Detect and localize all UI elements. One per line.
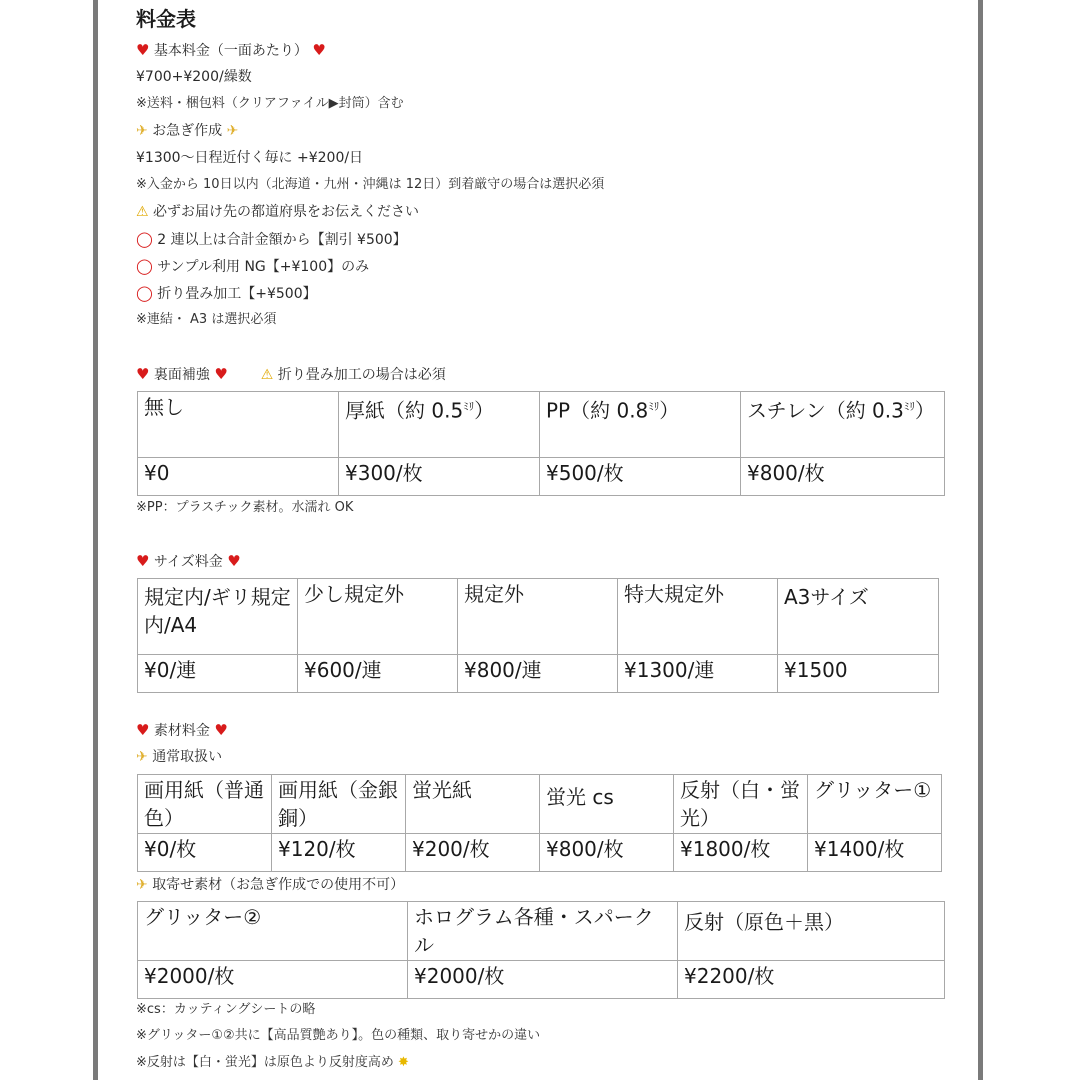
warning-icon: ⚠ bbox=[136, 204, 149, 220]
heart-icon: ♥ bbox=[136, 721, 150, 739]
table-row bbox=[138, 775, 942, 834]
option-item bbox=[136, 229, 407, 250]
backing-warning-text: 折り畳み加工の場合は必須 bbox=[277, 367, 446, 383]
regular-material-table bbox=[137, 774, 942, 872]
table-row bbox=[138, 902, 945, 961]
table-cell: ¥600/連 bbox=[298, 655, 458, 693]
regular-label bbox=[136, 747, 222, 767]
material-note: ※cs：カッティングシートの略 bbox=[136, 1002, 316, 1017]
table-cell: ¥800/連 bbox=[458, 655, 618, 693]
heart-icon: ♥ bbox=[227, 552, 241, 570]
table-row bbox=[138, 961, 945, 999]
rush-heading bbox=[136, 121, 238, 141]
table-header-cell: PP（約 $0.8^{ﾐﾘ}$） bbox=[540, 392, 741, 458]
basic-heading bbox=[136, 40, 326, 61]
regular-label-text: 通常取扱い bbox=[152, 749, 223, 765]
size-heading-text: サイズ料金 bbox=[153, 554, 223, 570]
material-note-text: ※反射は【白・蛍光】は原色より反射度高め bbox=[136, 1055, 394, 1070]
table-cell: ¥2200/枚 bbox=[678, 961, 945, 999]
table-header-cell: 厚紙（約 $0.5^{ﾐﾘ}$） bbox=[339, 392, 540, 458]
heart-icon: ♥ bbox=[214, 721, 228, 739]
warning-icon: ⚠ bbox=[260, 367, 274, 383]
table-header-cell: 規定外 bbox=[458, 579, 618, 655]
table-header-cell: 無し bbox=[138, 392, 339, 458]
basic-price: ¥700+¥200/繰数 bbox=[136, 69, 252, 85]
table-cell: ¥200/枚 bbox=[406, 834, 540, 872]
rush-warning-text: 必ずお届け先の都道府県をお伝えください bbox=[153, 204, 420, 220]
table-header-cell: スチレン（約 $0.3^{ﾐﾘ}$） bbox=[741, 392, 945, 458]
option-item bbox=[136, 256, 369, 277]
table-cell: ¥800/枚 bbox=[741, 458, 945, 496]
backing-table bbox=[137, 391, 945, 496]
table-header-cell: 蛍光 cs bbox=[540, 775, 674, 834]
table-cell: ¥1400/枚 bbox=[808, 834, 942, 872]
table-cell: ¥1800/枚 bbox=[674, 834, 808, 872]
heart-icon: ♥ bbox=[214, 365, 228, 383]
paper-plane-icon: ✈ bbox=[136, 749, 148, 765]
table-header-cell: 画用紙（金銀銅） bbox=[272, 775, 406, 834]
material-note bbox=[136, 1053, 409, 1073]
table-cell: ¥0/連 bbox=[138, 655, 298, 693]
table-row bbox=[138, 458, 945, 496]
table-header-cell: ホログラム各種・スパークル bbox=[408, 902, 678, 961]
table-cell: ¥120/枚 bbox=[272, 834, 406, 872]
option-text: サンプル利用 NG【+¥100】のみ bbox=[157, 259, 370, 275]
table-cell: ¥2000/枚 bbox=[138, 961, 408, 999]
table-header-cell: 反射（白・蛍光） bbox=[674, 775, 808, 834]
table-header-cell: 少し規定外 bbox=[298, 579, 458, 655]
rush-price: ¥1300～日程近付く毎に +¥200/日 bbox=[136, 150, 364, 166]
backing-heading bbox=[136, 364, 446, 385]
table-header-cell: グリッター② bbox=[138, 902, 408, 961]
order-label-text: 取寄せ素材（お急ぎ作成での使用不可） bbox=[152, 877, 405, 893]
heart-icon: ♥ bbox=[136, 552, 150, 570]
table-header-cell: 規定内/ギリ規定内/A4 bbox=[138, 579, 298, 655]
table-cell: ¥2000/枚 bbox=[408, 961, 678, 999]
circle-icon: ◯ bbox=[136, 257, 153, 275]
option-text: 折り畳み加工【+¥500】 bbox=[157, 286, 317, 302]
table-row bbox=[138, 579, 939, 655]
table-header-cell: 反射（原色＋黒） bbox=[678, 902, 945, 961]
order-material-table bbox=[137, 901, 945, 999]
heart-icon: ♥ bbox=[136, 41, 150, 59]
material-heading bbox=[136, 720, 228, 741]
backing-heading-text: 裏面補強 bbox=[153, 367, 210, 383]
table-row bbox=[138, 655, 939, 693]
table-header-cell: 画用紙（普通色） bbox=[138, 775, 272, 834]
option-text: 2 連以上は合計金額から【割引 ¥500】 bbox=[157, 232, 407, 248]
rush-warning bbox=[136, 202, 419, 222]
basic-note: ※送料・梱包料（クリアファイル▶封筒）含む bbox=[136, 96, 404, 111]
heart-icon: ♥ bbox=[312, 41, 326, 59]
heart-icon: ♥ bbox=[136, 365, 150, 383]
circle-icon: ◯ bbox=[136, 284, 153, 302]
order-label bbox=[136, 875, 404, 895]
table-header-cell: 特大規定外 bbox=[618, 579, 778, 655]
table-header-cell: A3サイズ bbox=[778, 579, 939, 655]
options-note: ※連結・ A3 は選択必須 bbox=[136, 312, 277, 327]
paper-plane-icon: ✈ bbox=[136, 877, 148, 893]
table-row bbox=[138, 392, 945, 458]
window-frame-right bbox=[978, 0, 983, 1080]
material-note: ※グリッター①②共に【高品質艶あり】。色の種類、取り寄せかの違い bbox=[136, 1028, 541, 1043]
material-heading-text: 素材料金 bbox=[153, 723, 210, 739]
rush-heading-text: お急ぎ作成 bbox=[152, 123, 223, 139]
table-header-cell: グリッター① bbox=[808, 775, 942, 834]
sparkle-icon: ✸ bbox=[398, 1055, 409, 1070]
table-cell: ¥800/枚 bbox=[540, 834, 674, 872]
table-cell: ¥1500 bbox=[778, 655, 939, 693]
paper-plane-icon: ✈ bbox=[136, 123, 148, 139]
backing-note: ※PP：プラスチック素材。水濡れ OK bbox=[136, 500, 354, 515]
rush-note: ※入金から 10日以内（北海道・九州・沖縄は 12日）到着厳守の場合は選択必須 bbox=[136, 177, 605, 192]
table-cell: ¥0/枚 bbox=[138, 834, 272, 872]
circle-icon: ◯ bbox=[136, 230, 153, 248]
page-title: 料金表 bbox=[136, 7, 196, 31]
table-cell: ¥0 bbox=[138, 458, 339, 496]
size-table bbox=[137, 578, 939, 693]
basic-heading-text: 基本料金（一面あたり） bbox=[153, 43, 308, 59]
table-cell: ¥1300/連 bbox=[618, 655, 778, 693]
paper-plane-icon: ✈ bbox=[226, 123, 239, 139]
table-cell: ¥300/枚 bbox=[339, 458, 540, 496]
table-cell: ¥500/枚 bbox=[540, 458, 741, 496]
table-row bbox=[138, 834, 942, 872]
table-header-cell: 蛍光紙 bbox=[406, 775, 540, 834]
option-item bbox=[136, 283, 317, 304]
size-heading bbox=[136, 551, 241, 572]
